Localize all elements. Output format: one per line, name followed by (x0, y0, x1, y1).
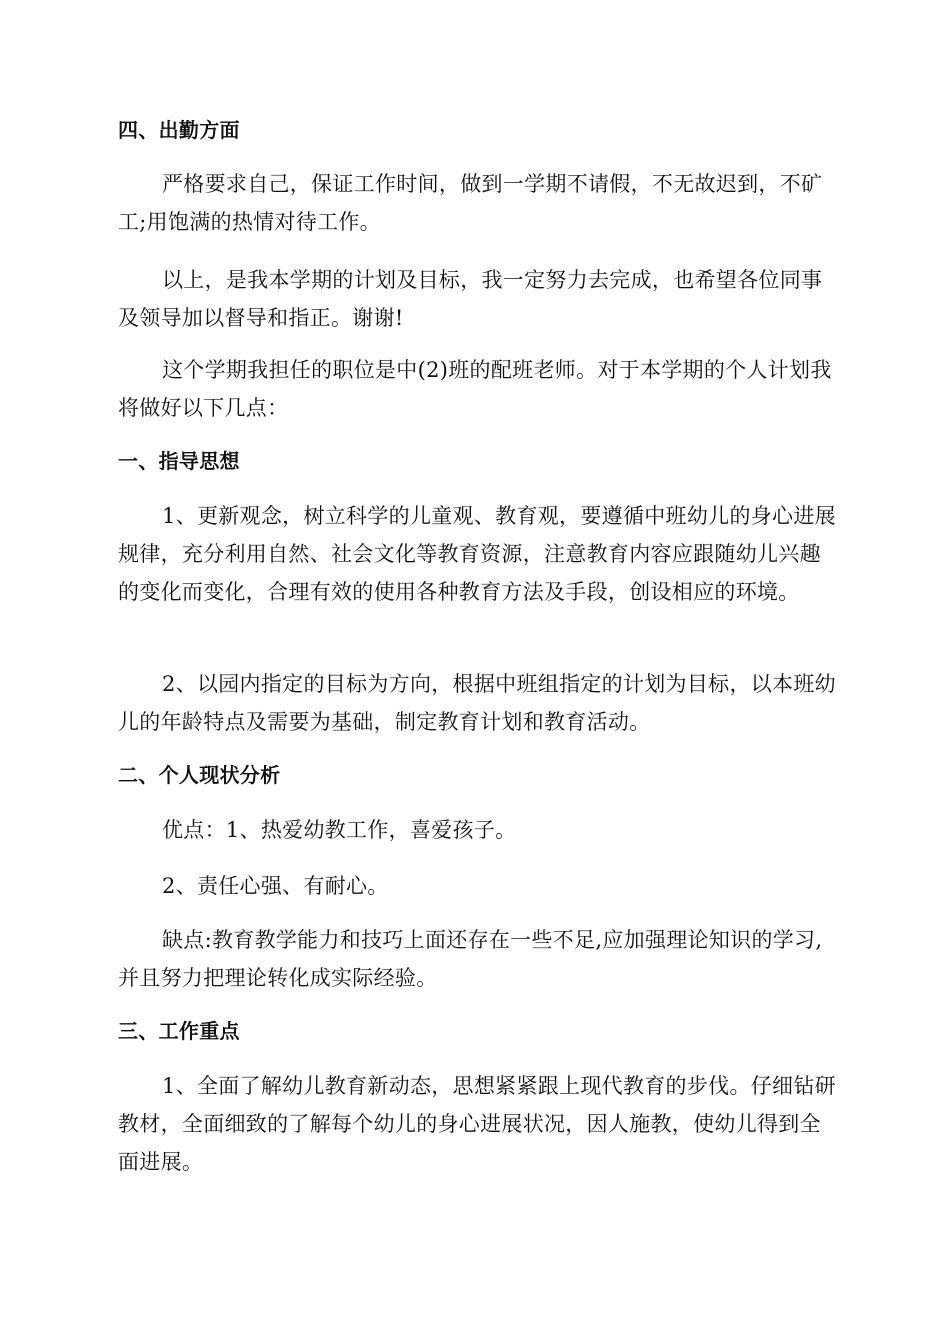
paragraph-guiding-2: 2、以园内指定的目标为方向，根据中班组指定的计划为目标，以本班幼儿的年龄特点及需要为基础，制定教育计划和教育活动。 (118, 672, 836, 734)
paragraph-work-focus-1: 1、全面了解幼儿教育新动态，思想紧紧跟上现代教育的步伐。仔细钻研教材，全面细致的了解每个幼儿的身心进展状况，因人施教，使幼儿得到全面进展。 (118, 1074, 836, 1174)
section-heading-guiding-ideology: 一、指导思想 (118, 449, 240, 473)
paragraph-strengths-1: 优点：1、热爱幼教工作，喜爱孩子。 (162, 818, 517, 842)
paragraph-strengths-2: 2、责任心强、有耐心。 (162, 874, 389, 898)
section-heading-status-analysis: 二、个人现状分析 (118, 763, 281, 787)
paragraph-attendance-requirements: 严格要求自己，保证工作时间，做到一学期不请假，不无故迟到，不矿工;用饱满的热情对待工作。 (118, 172, 823, 234)
paragraph-intro: 这个学期我担任的职位是中(2)班的配班老师。对于本学期的个人计划我将做好以下几点： (118, 358, 832, 420)
paragraph-guiding-1: 1、更新观念，树立科学的儿童观、教育观，要遵循中班幼儿的身心进展规律，充分利用自然、社会文化等教育资源，注意教育内容应跟随幼儿兴趣的变化而变化，合理有效的使用各种教育方法及手段，创设相应的环境。 (118, 504, 836, 604)
section-heading-work-focus: 三、工作重点 (118, 1019, 240, 1043)
paragraph-closing-remarks: 以上，是我本学期的计划及目标，我一定努力去完成，也希望各位同事及领导加以督导和指正。谢谢! (118, 268, 823, 330)
section-heading-attendance: 四、出勤方面 (118, 118, 240, 142)
paragraph-weaknesses: 缺点:教育教学能力和技巧上面还存在一些不足,应加强理论知识的学习,并且努力把理论转化成实际经验。 (118, 928, 823, 990)
